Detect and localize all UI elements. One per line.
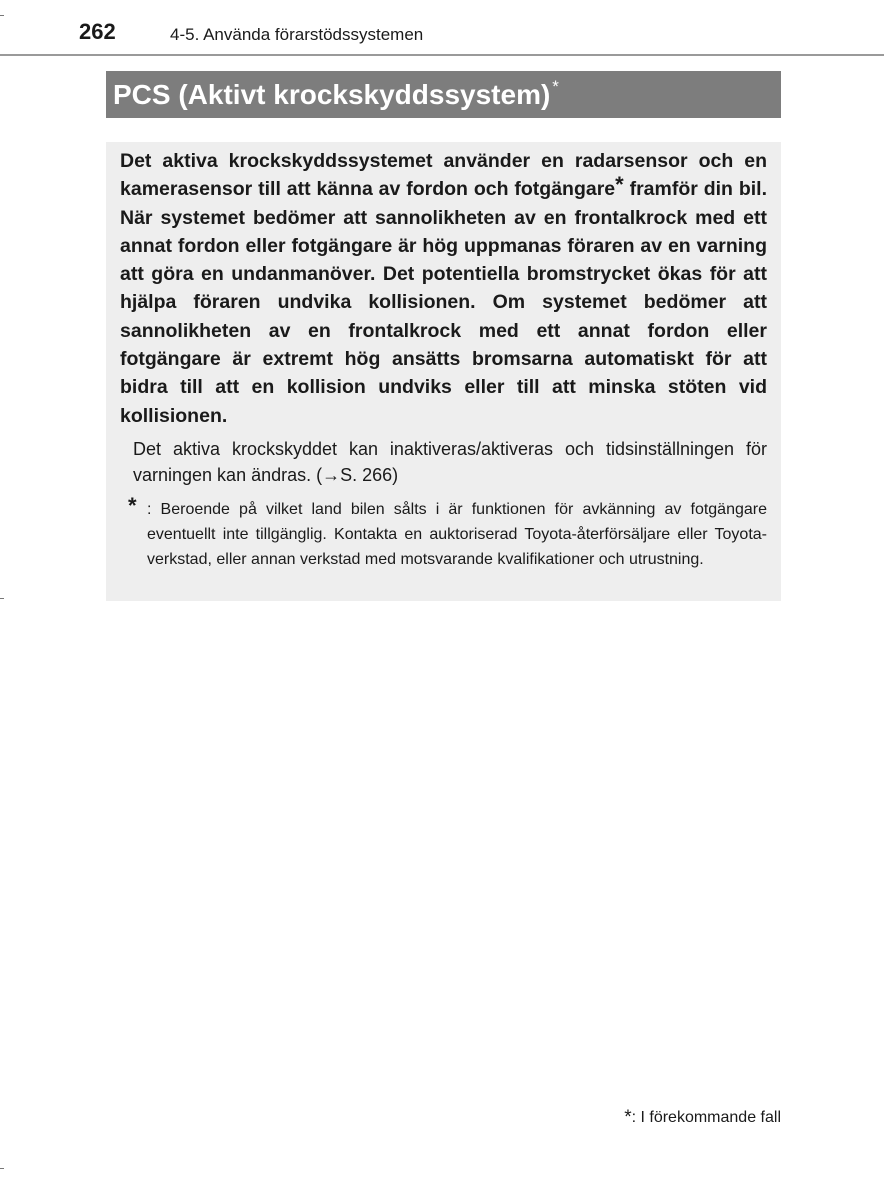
intro-text-part2: framför din bil. När systemet bedömer att sannolikheten av en frontalkrock med ett annat fordon eller fotgängare är hög uppmanas föraren av en varning att göra en undanmanöver. Det potentiella bromstrycket ökas för att hjälpa föraren undvika kollisionen. Om systemet bedömer att sannolikheten av en frontalkrock med ett annat fordon eller fotgängare är extremt hög ansätts bromsarna automatiskt för att bidra till att en kollision undviks eller till att minska stöten vid kollisionen. (120, 178, 767, 427)
crop-mark (0, 1168, 4, 1169)
title-asterisk-mark: * (552, 77, 559, 96)
header-divider (0, 54, 884, 56)
section-title-text: PCS (Aktivt krockskyddssystem) (113, 79, 551, 110)
footnote-text: : Beroende på vilket land bilen sålts i är funktionen för avkänning av fotgängare eventuellt inte tillgänglig. Kontakta en auktoriserad Toyota-återförsäljare eller Toyota-verkstad, eller annan verkstad med motsvarande kvalifikationer och utrustning. (147, 500, 767, 568)
section-title (113, 79, 559, 110)
settings-note: Det aktiva krockskyddet kan inaktiveras/aktiveras och tidsinställningen för varningen kan ändras. (→S. 266) (133, 438, 767, 485)
intro-asterisk: * (615, 172, 624, 198)
page-header (0, 0, 884, 60)
page-footnote (624, 1106, 781, 1128)
section-title-bar (106, 71, 781, 118)
info-box (106, 142, 781, 601)
page-number: 262 (79, 19, 116, 44)
intro-text-part1: Det aktiva krockskyddssystemet använder en radarsensor och en kamerasensor till att känna av fordon och fotgängare (120, 150, 767, 201)
section-label: 4-5. Använda förarstödssystemen (170, 25, 424, 44)
crop-mark (0, 15, 4, 16)
footnote-asterisk: * (128, 492, 137, 518)
intro-paragraph (120, 147, 767, 430)
pedestrian-footnote (128, 492, 767, 572)
crop-mark (0, 598, 4, 599)
page-footnote-text: : I förekommande fall (631, 1109, 781, 1126)
page-footnote-asterisk: * (624, 1107, 632, 1128)
